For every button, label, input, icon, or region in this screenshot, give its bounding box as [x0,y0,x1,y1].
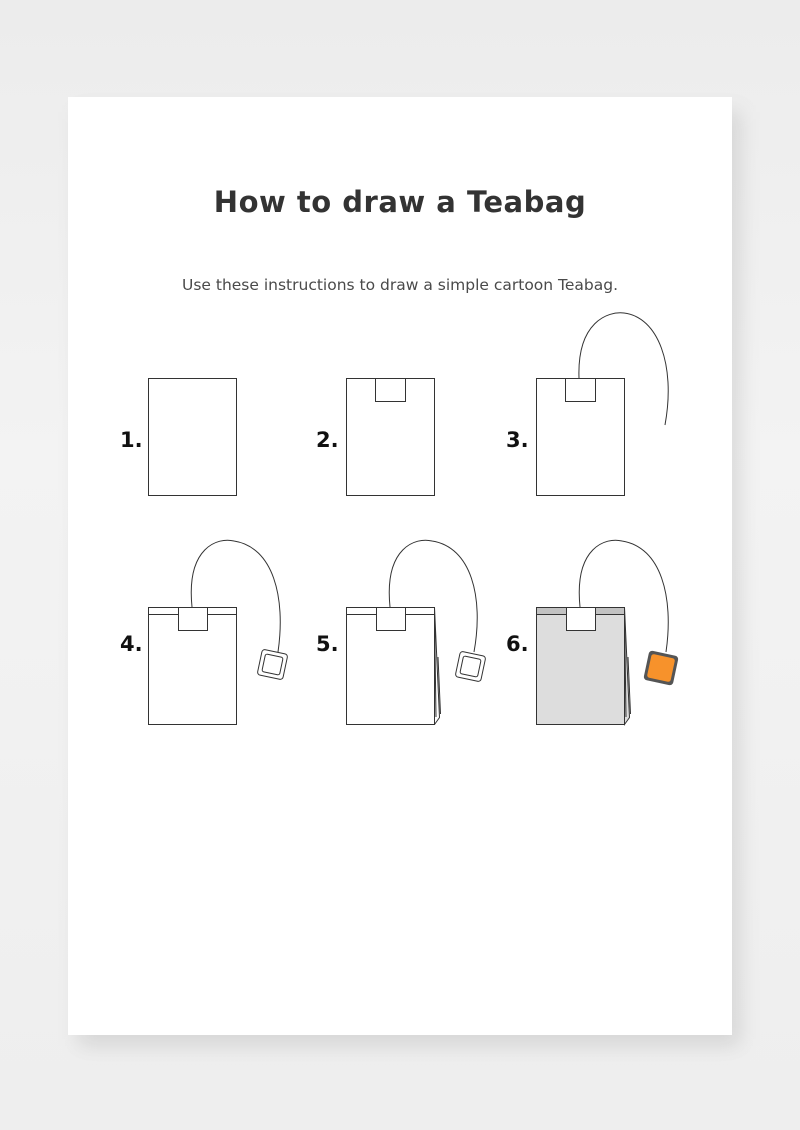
step-2-drawing [347,379,435,496]
step-number-5: 5. [316,632,339,656]
page-subtitle: Use these instructions to draw a simple cartoon Teabag. [181,276,619,294]
step-number-1: 1. [120,428,143,452]
teabag-tag-inner-colored [647,654,674,681]
step-6-drawing [537,540,679,724]
step-4-drawing [149,540,288,724]
teabag-body-outline [537,379,625,496]
step-number-3: 3. [506,428,529,452]
step-3-drawing [537,313,669,496]
teabag-top-label [179,608,208,631]
teabag-top-label [376,379,406,402]
step-number-2: 2. [316,428,339,452]
step-1-drawing [149,379,237,496]
teabag-tag [455,651,486,682]
page-title: How to draw a Teabag [213,185,587,219]
teabag-tag [257,649,288,680]
worksheet-page [68,97,732,1035]
step-number-6: 6. [506,632,529,656]
teabag-string [389,540,477,652]
teabag-top-label [377,608,406,631]
teabag-body-outline [347,379,435,496]
step-5-drawing [347,540,486,724]
teabag-string [579,313,668,425]
drawing-steps [68,97,732,1035]
teabag-side-fold [435,608,441,725]
teabag-top-label [566,379,596,402]
teabag-string [191,540,280,652]
step-number-4: 4. [120,632,143,656]
teabag-body-outline [149,379,237,496]
teabag-top-label [567,608,596,631]
